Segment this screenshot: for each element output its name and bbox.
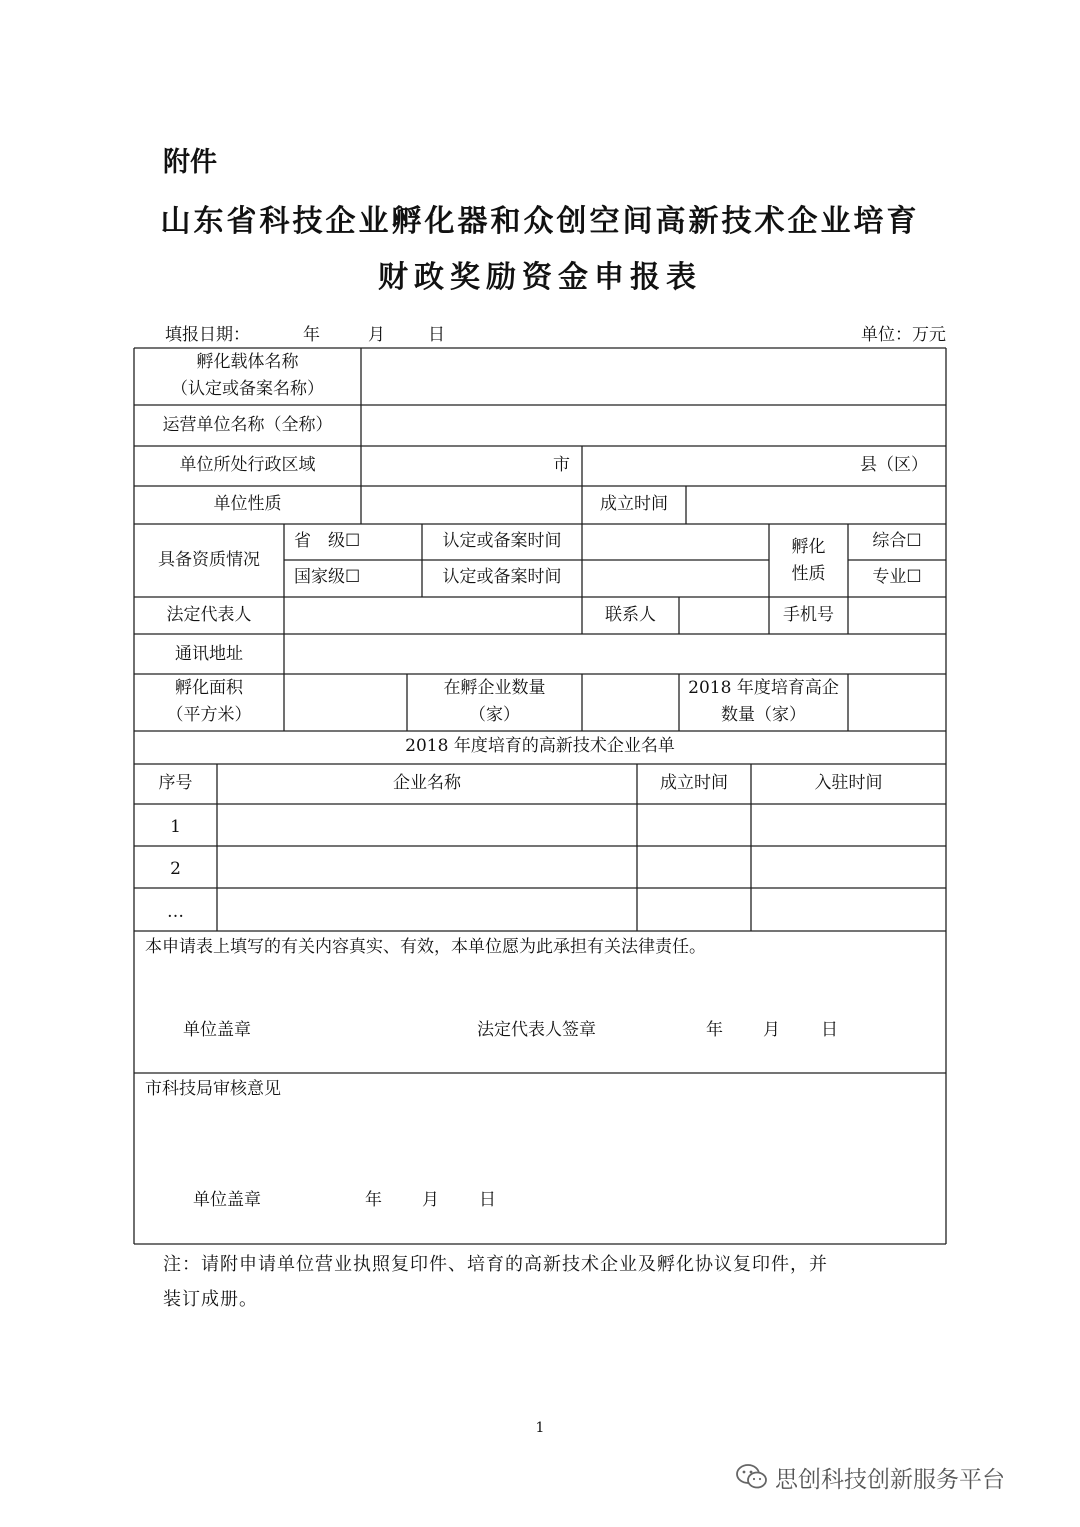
city-label: 市	[553, 455, 570, 475]
unit-label: 单位：万元	[861, 325, 946, 345]
operator-field[interactable]	[362, 406, 945, 445]
table-row-index: …	[167, 902, 184, 922]
note-line2: 装订成册。	[163, 1289, 258, 1310]
col-index-header: 序号	[158, 773, 193, 793]
fill-date-year: 年	[303, 325, 320, 345]
incubation-nature-label: 孵化	[791, 537, 826, 557]
table-row-index: 1	[170, 817, 181, 837]
legal-sign-label: 法定代表人签章	[477, 1020, 596, 1040]
sign-day: 日	[821, 1020, 838, 1040]
incubator-name-label: 孵化载体名称	[196, 352, 299, 372]
fill-date-month: 月	[368, 325, 385, 345]
watermark-text: 思创科技创新服务平台	[775, 1466, 1005, 1493]
declaration-text: 本申请表上填写的有关内容真实、有效，本单位愿为此承担有关法律责任。	[145, 937, 706, 957]
comprehensive-checkbox[interactable]: 综合☐	[872, 531, 922, 551]
attachment-label: 附件	[163, 147, 217, 178]
incubator-name-field[interactable]	[362, 349, 945, 404]
watermark	[735, 1460, 1005, 1494]
enterprise-list-title: 2018 年度培育的高新技术企业名单	[405, 736, 675, 756]
form-title-line1: 山东省科技企业孵化器和众创空间高新技术企业培育	[160, 204, 920, 239]
sign-year: 年	[706, 1020, 723, 1040]
incubation-nature-label2: 性质	[791, 564, 826, 584]
qualification-label: 具备资质情况	[158, 550, 260, 570]
review-label: 市科技局审核意见	[145, 1079, 281, 1099]
fill-date-day: 日	[428, 325, 445, 345]
form-title-line2: 财政奖励资金申报表	[378, 260, 702, 295]
col-name-header: 企业名称	[393, 773, 461, 793]
national-checkbox[interactable]: 国家级☐	[294, 567, 361, 587]
hte-count-label: 2018 年度培育高企	[688, 678, 839, 698]
incubating-count-unit: （家）	[469, 705, 520, 725]
county-label: 县（区）	[860, 455, 928, 475]
provincial-checkbox[interactable]: 省 级☐	[294, 531, 361, 551]
region-label: 单位所处行政区域	[179, 455, 316, 475]
review-month: 月	[422, 1190, 439, 1210]
incubator-name-sublabel: （认定或备案名称）	[171, 379, 324, 399]
provincial-cert-time-label: 认定或备案时间	[442, 531, 562, 551]
col-established-header: 成立时间	[660, 773, 728, 793]
operator-label: 运营单位名称（全称）	[162, 415, 333, 435]
table-row-index: 2	[170, 859, 181, 879]
review-day: 日	[479, 1190, 496, 1210]
review-seal-label: 单位盖章	[193, 1190, 261, 1210]
note-line1: 注：请附申请单位营业执照复印件、培育的高新技术企业及孵化协议复印件，并	[163, 1254, 828, 1275]
incubating-count-label: 在孵企业数量	[443, 678, 546, 698]
established-label: 成立时间	[600, 494, 668, 514]
area-label: 孵化面积	[175, 678, 243, 698]
address-label: 通讯地址	[175, 644, 243, 664]
wechat-icon	[735, 1463, 769, 1491]
unit-seal-label: 单位盖章	[183, 1020, 251, 1040]
sign-month: 月	[763, 1020, 780, 1040]
contact-label: 联系人	[605, 605, 656, 625]
specialized-checkbox[interactable]: 专业☐	[872, 567, 922, 587]
established-field[interactable]	[687, 487, 945, 523]
national-cert-time-label: 认定或备案时间	[442, 567, 562, 587]
fill-date-label: 填报日期：	[165, 325, 250, 345]
phone-label: 手机号	[783, 605, 834, 625]
page-number: 1	[535, 1420, 545, 1436]
col-entry-header: 入驻时间	[814, 773, 883, 793]
nature-field[interactable]	[362, 487, 581, 523]
legal-rep-label: 法定代表人	[166, 605, 252, 625]
hte-count-unit: 数量（家）	[721, 705, 806, 725]
review-year: 年	[365, 1190, 382, 1210]
address-field[interactable]	[285, 635, 945, 673]
area-unit-label: （平方米）	[166, 705, 252, 725]
nature-label: 单位性质	[213, 494, 282, 514]
